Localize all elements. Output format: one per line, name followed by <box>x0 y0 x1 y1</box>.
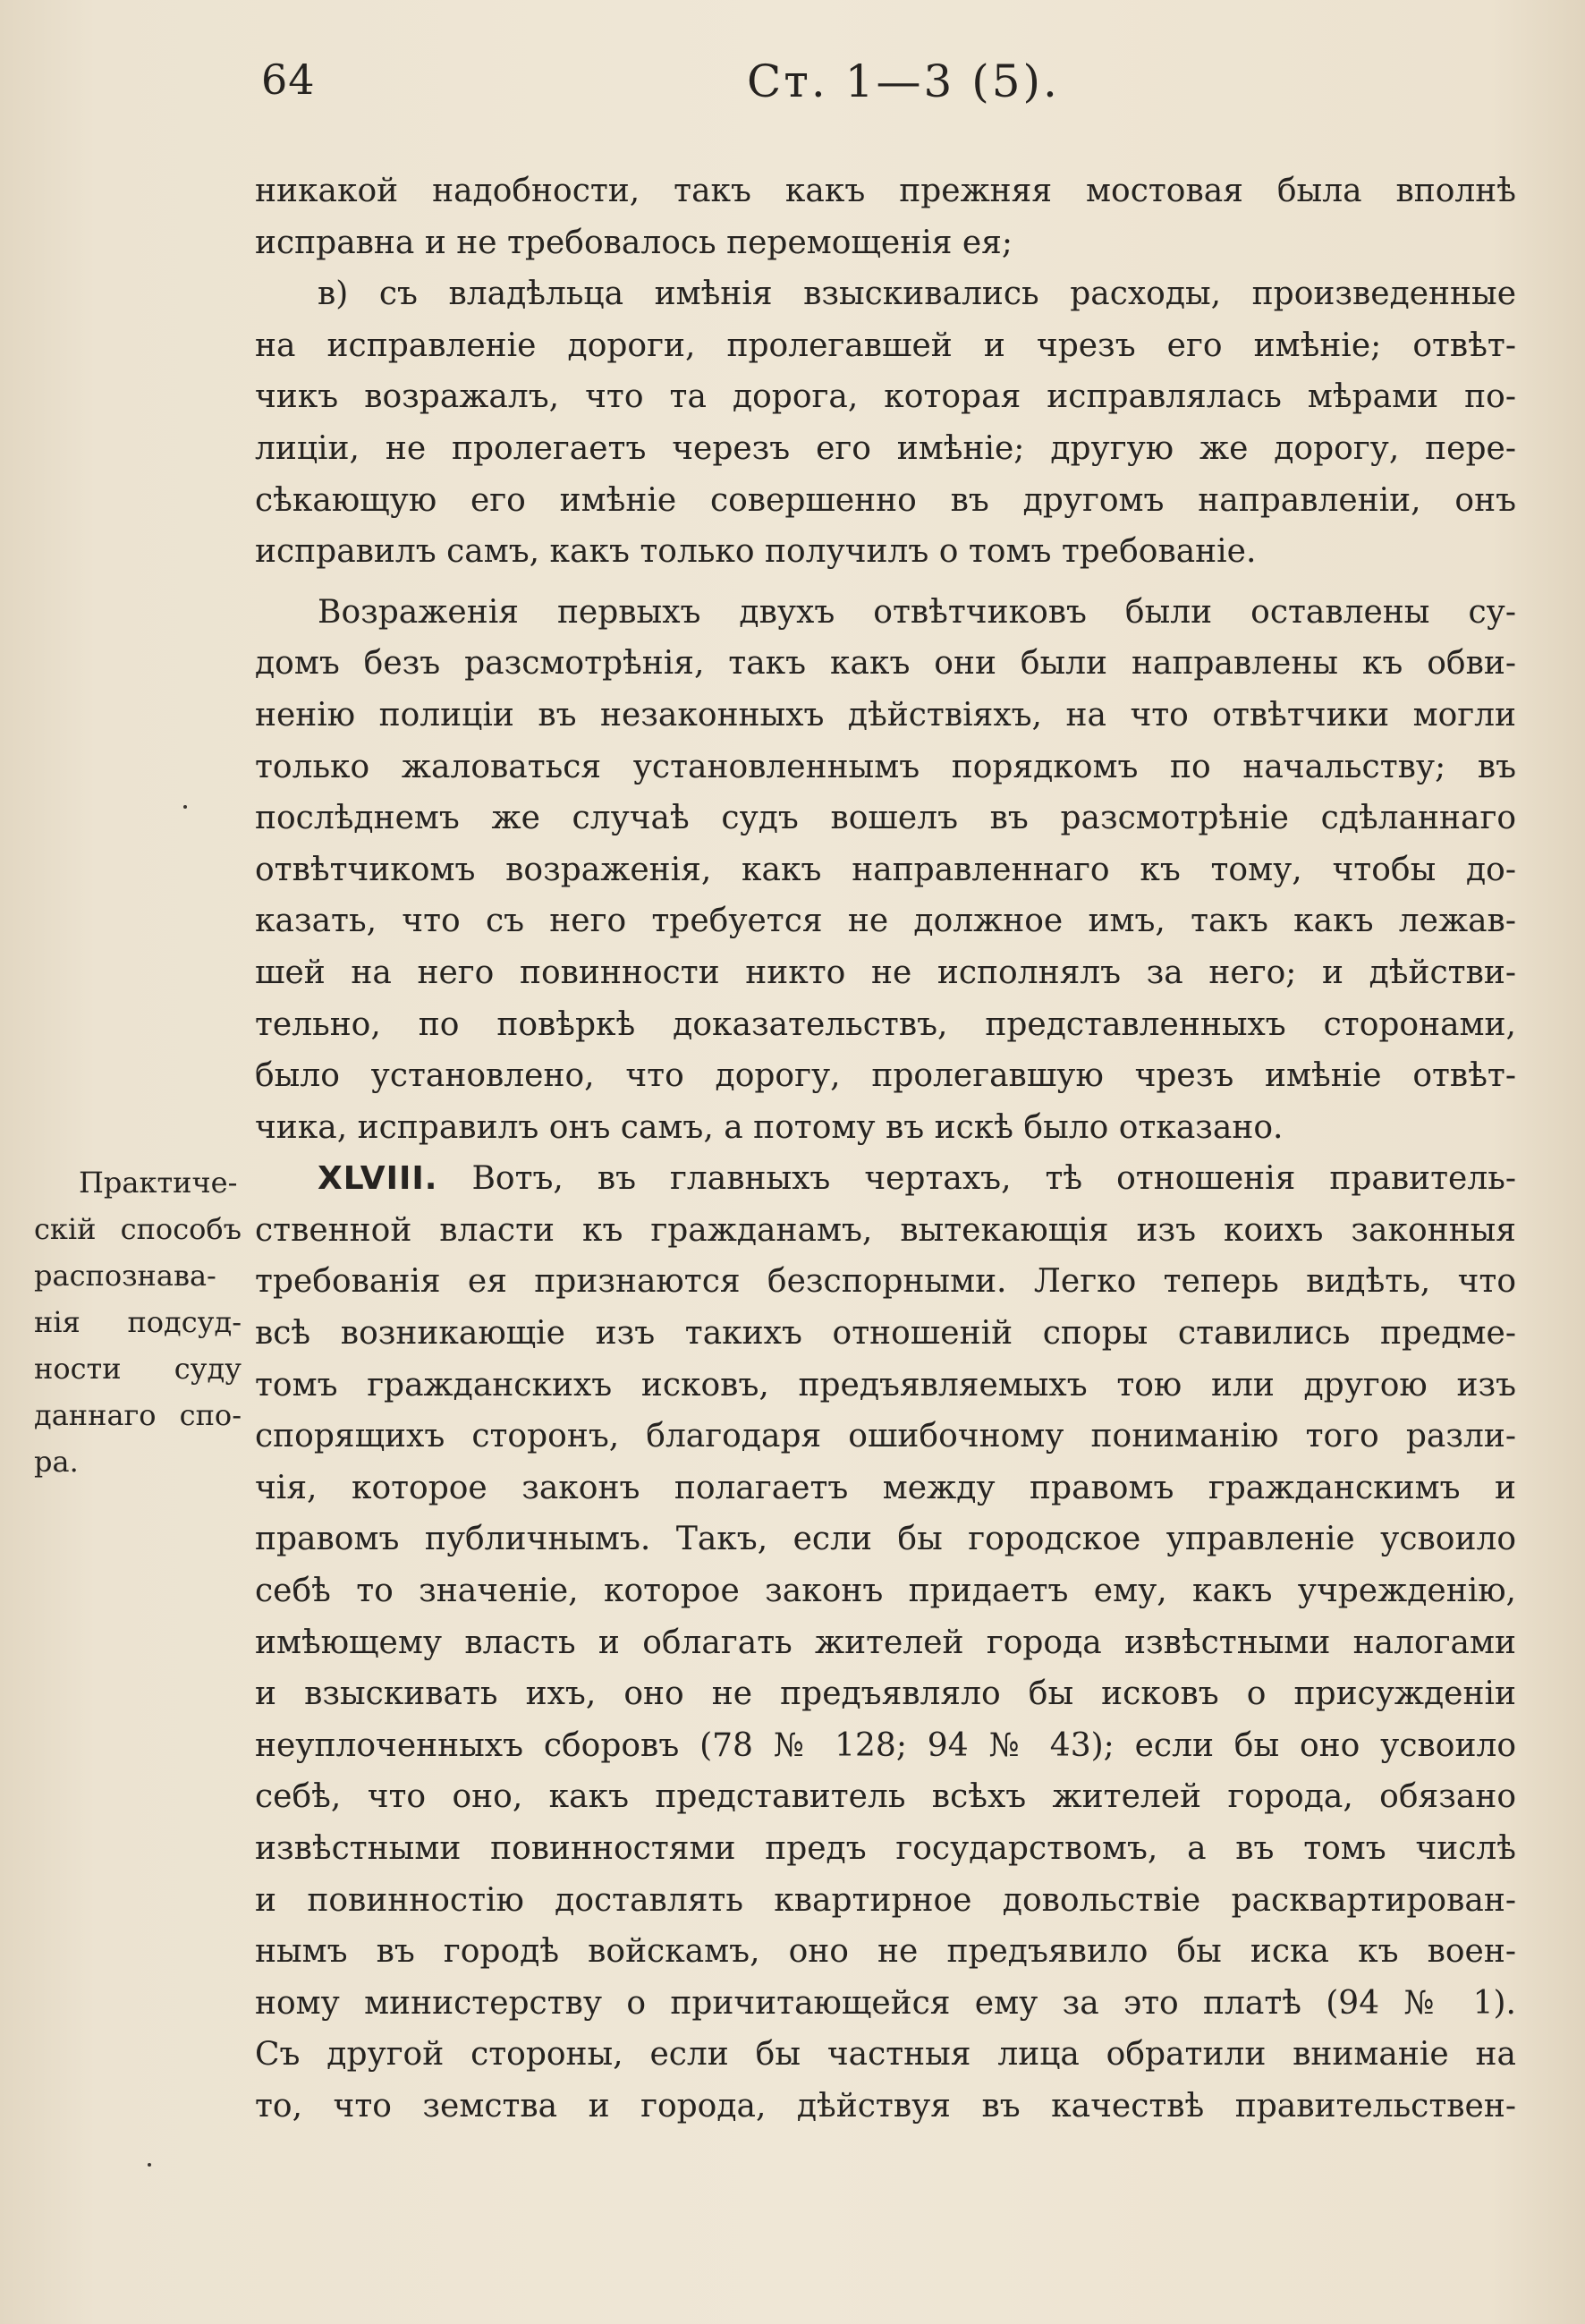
text-line: ственной власти къ гражданамъ, вытекающія изъ коихъ законныя <box>255 1211 1516 1249</box>
text-line: Возраженія первыхъ двухъ отвѣтчиковъ были оставлены су- <box>318 593 1516 631</box>
text-line: никакой надобности, такъ какъ прежняя мостовая была вполнѣ <box>255 173 1516 209</box>
margin-note-line: даннаго спо- <box>34 1398 242 1432</box>
text-line: исправна и не требовалось перемощенія ея; <box>255 224 1013 261</box>
page-header <box>0 55 1585 118</box>
margin-note-line: нія подсуд- <box>34 1305 242 1339</box>
text-line: ненію полиціи въ незаконныхъ дѣйствіяхъ, на что отвѣтчики могли <box>255 696 1516 734</box>
text-line: требованія ея признаются безспорными. Легко теперь видѣть, что <box>255 1263 1516 1301</box>
text-line: отвѣтчикомъ возраженія, какъ направленнаго къ тому, чтобы до- <box>255 851 1516 888</box>
paper-speck <box>183 805 187 809</box>
text-line: чика, исправилъ онъ самъ, а потому въ искѣ было отказано. <box>255 1108 1284 1146</box>
text-line: и повинностію доставлять квартирное довольствіе расквартирован- <box>255 1881 1516 1919</box>
text-line: было установлено, что дорогу, пролегавшую чрезъ имѣніе отвѣт- <box>255 1057 1516 1095</box>
margin-note-line: Практиче- <box>79 1166 238 1200</box>
text-line: томъ гражданскихъ исковъ, предъявляемыхъ тою или другою изъ <box>255 1366 1516 1404</box>
margin-note <box>34 1159 242 1485</box>
page-number: 64 <box>261 55 316 104</box>
section-number: XLVIII. <box>318 1160 438 1198</box>
text-line: на исправленіе дороги, пролегавшей и чрезъ его имѣніе; отвѣт- <box>255 327 1516 364</box>
text-line: нымъ въ городѣ войскамъ, оно не предъявило бы иска къ воен- <box>255 1933 1516 1971</box>
text-line: неуплоченныхъ сборовъ (78 № 128; 94 № 43); если бы оно усвоило <box>255 1726 1516 1764</box>
text-line: казать, что съ него требуется не должное имъ, такъ какъ лежав- <box>255 903 1516 940</box>
section-first-line-text: Вотъ, въ главныхъ чертахъ, тѣ отношенія правитель- <box>471 1160 1516 1198</box>
text-line: шей на него повинности никто не исполнялъ за него; и дѣйстви- <box>255 954 1516 991</box>
text-line: извѣстными повинностями предъ государствомъ, а въ томъ числѣ <box>255 1830 1516 1867</box>
text-line: ному министерству о причитающейся ему за это платѣ (94 № 1). <box>255 1984 1516 2022</box>
text-line: имѣющему власть и облагать жителей города извѣстными налогами <box>255 1624 1516 1661</box>
text-line: только жаловаться установленнымъ порядкомъ по начальству; въ <box>255 748 1516 785</box>
text-line: спорящихъ сторонъ, благодаря ошибочному пониманію того разли- <box>255 1418 1516 1455</box>
text-line: Съ другой стороны, если бы частныя лица обратили вниманіе на <box>255 2036 1516 2074</box>
section-paragraph <box>255 1205 1516 2133</box>
margin-note-line: ности суду <box>34 1352 242 1386</box>
text-line: то, что земства и города, дѣйствуя въ качествѣ правительствен- <box>255 2087 1516 2125</box>
text-line: себѣ, что оно, какъ представитель всѣхъ жителей города, обязано <box>255 1778 1516 1816</box>
text-line: лиціи, не пролегаетъ черезъ его имѣніе; другую же дорогу, пере- <box>255 429 1516 467</box>
text-line: исправилъ самъ, какъ только получилъ о томъ требованіе. <box>255 533 1257 571</box>
paragraphs-before-section <box>255 165 1516 1153</box>
margin-note-line: распознава- <box>34 1259 216 1293</box>
text-line: правомъ публичнымъ. Такъ, если бы городское управленіе усвоило <box>255 1521 1516 1558</box>
text-line: всѣ возникающіе изъ такихъ отношеній споры ставились предме- <box>255 1315 1516 1353</box>
main-text <box>255 165 1516 2133</box>
paper-speck <box>148 2163 151 2167</box>
section-first-line <box>255 1153 1516 1205</box>
text-line: себѣ то значеніе, которое законъ придаетъ ему, какъ учрежденію, <box>255 1573 1516 1610</box>
running-head: Ст. 1—3 (5). <box>747 55 1060 107</box>
text-line: сѣкающую его имѣніе совершенно въ другомъ направленіи, онъ <box>255 481 1516 519</box>
margin-note-line: ра. <box>34 1445 79 1479</box>
margin-note-line: скій способъ <box>34 1212 242 1246</box>
text-line: чія, которое законъ полагаетъ между правомъ гражданскимъ и <box>255 1469 1516 1506</box>
text-line: чикъ возражалъ, что та дорога, которая исправлялась мѣрами по- <box>255 378 1516 416</box>
text-line: и взыскивать ихъ, оно не предъявляло бы исковъ о присужденіи <box>255 1675 1516 1713</box>
text-line: послѣднемъ же случаѣ судъ вошелъ въ разсмотрѣніе сдѣланнаго <box>255 800 1516 837</box>
text-line: тельно, по повѣркѣ доказательствъ, представленныхъ сторонами, <box>255 1005 1516 1043</box>
text-line: в) съ владѣльца имѣнія взыскивались расходы, произведенные <box>318 276 1516 313</box>
text-line: домъ безъ разсмотрѣнія, такъ какъ они были направлены къ обви- <box>255 645 1516 683</box>
